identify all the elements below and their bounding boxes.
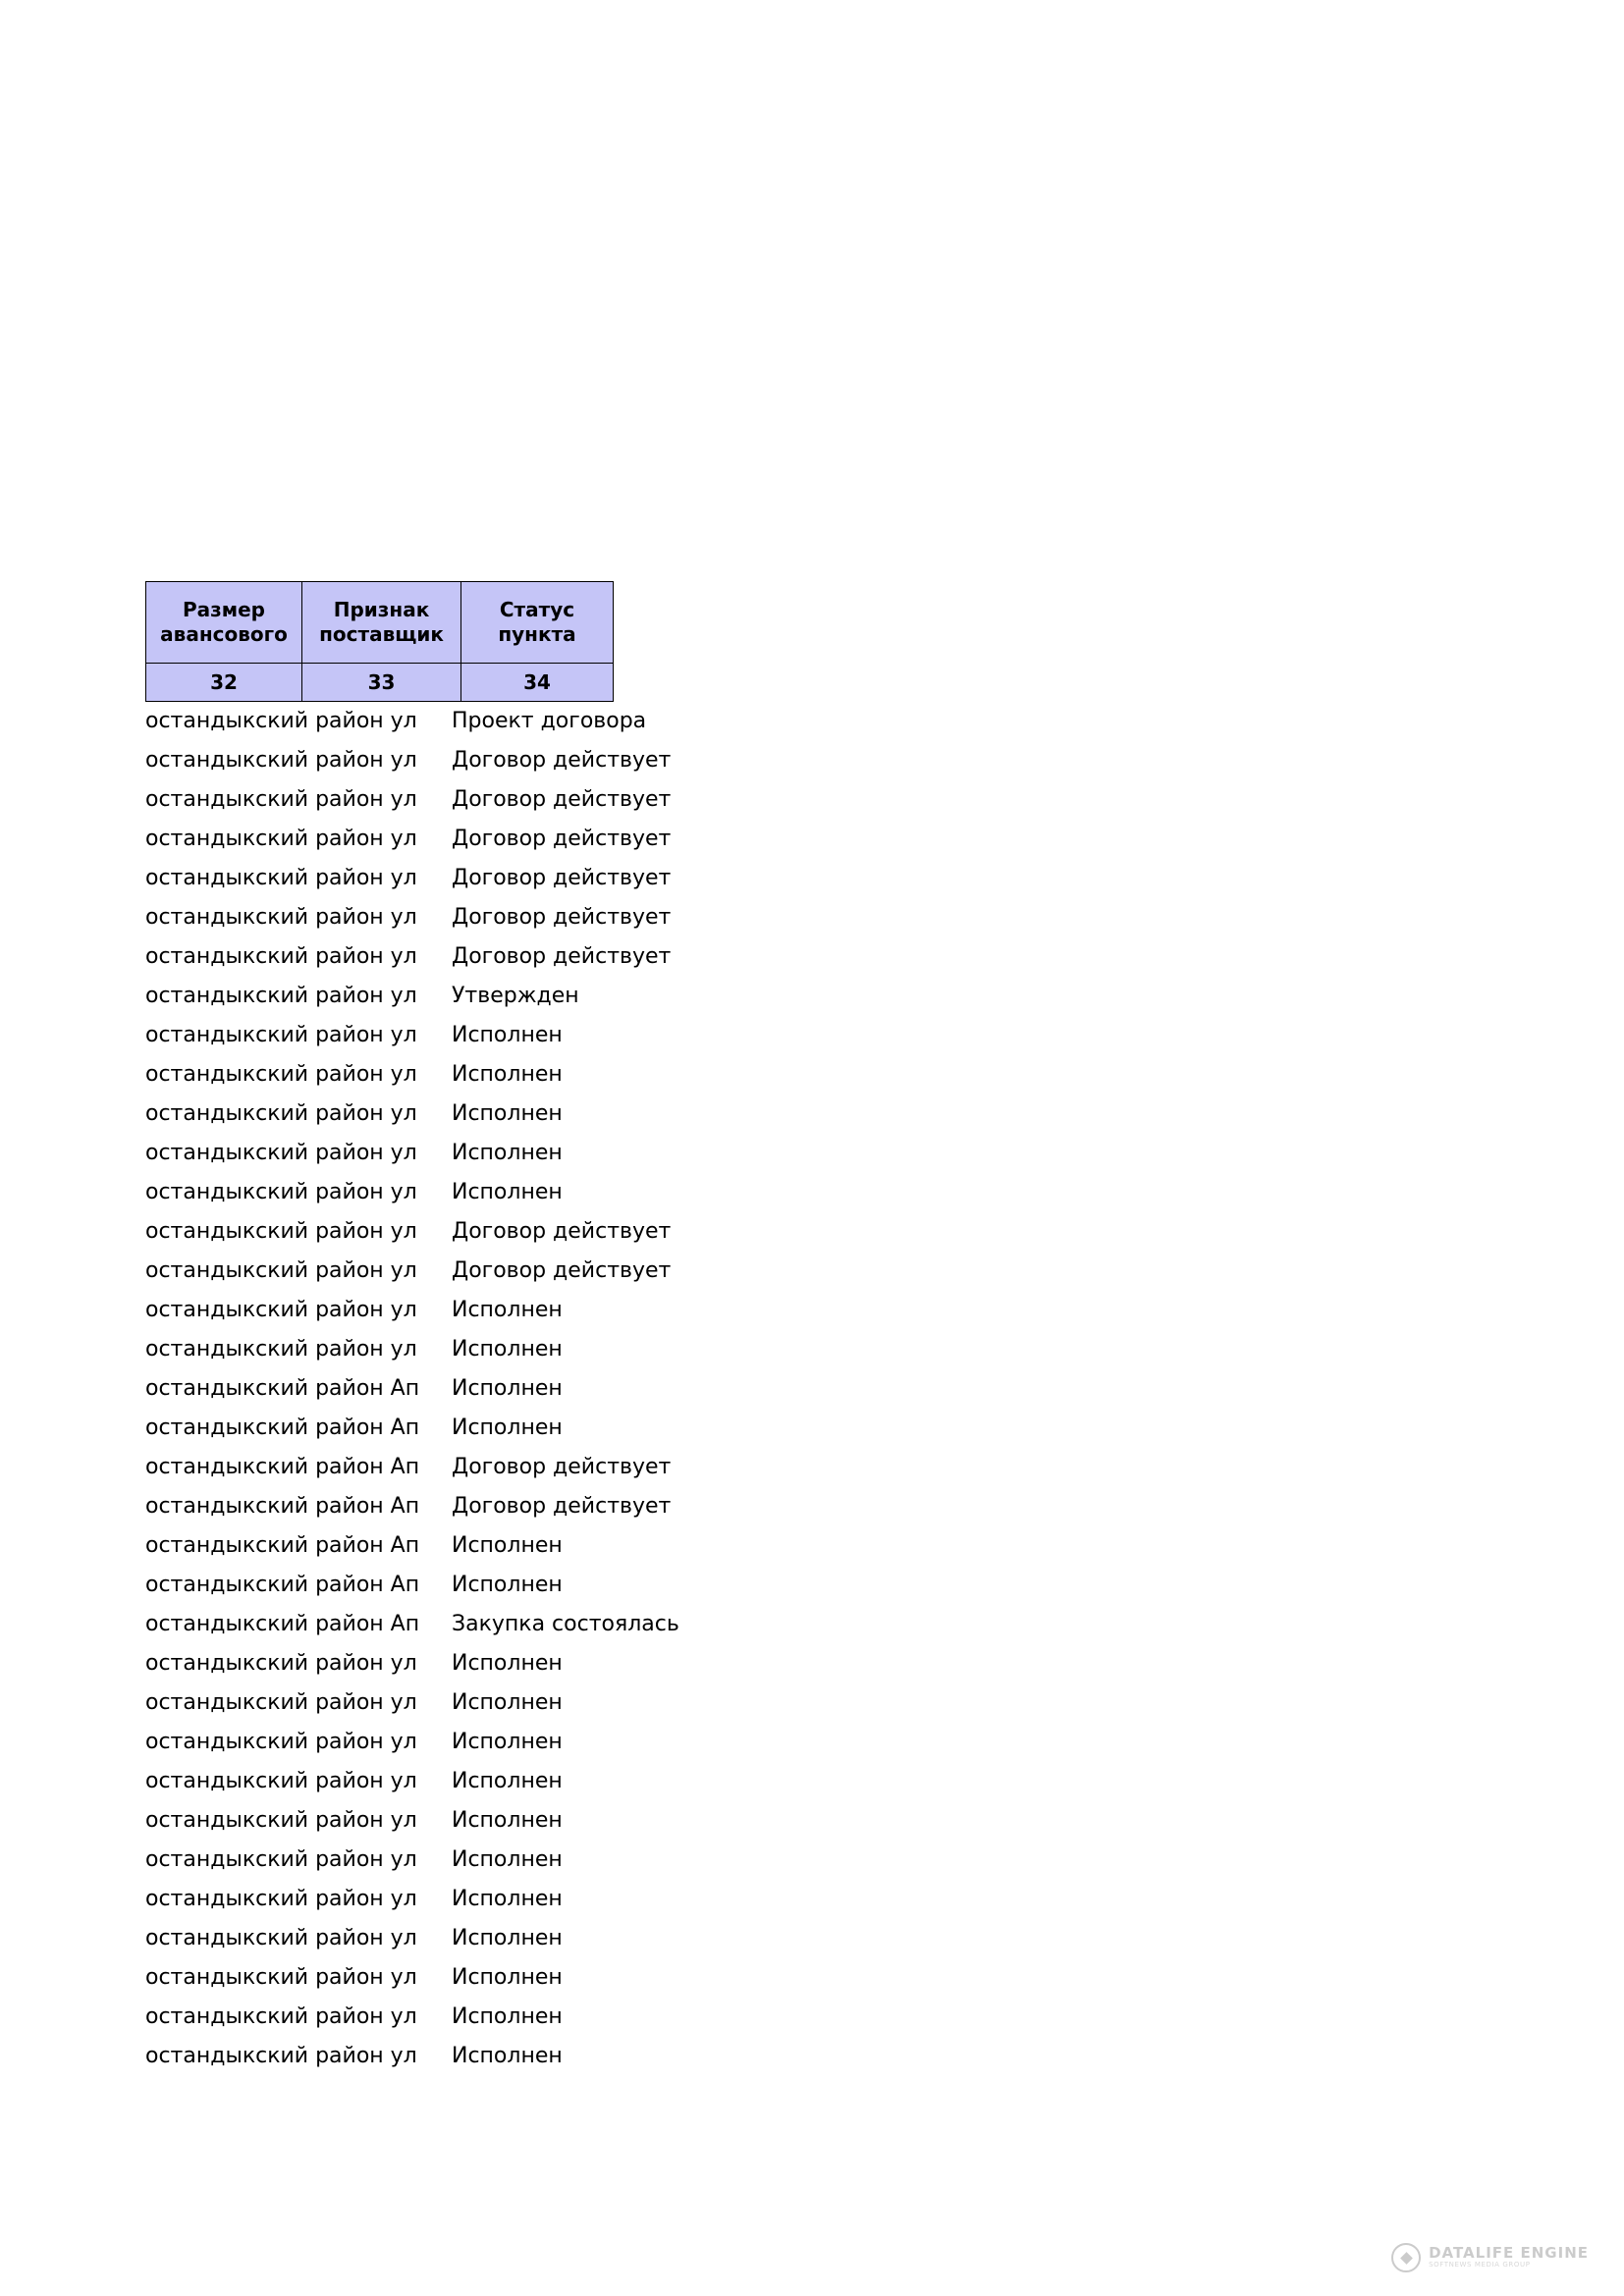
watermark-text	[1429, 2246, 1589, 2269]
table-row	[145, 1762, 1520, 1801]
status-cell: Исполнен	[452, 1808, 563, 1833]
status-cell: Договор действует	[452, 944, 672, 969]
supplier-cell: остандыкский район ул	[145, 1730, 417, 1754]
supplier-cell: остандыкский район ул	[145, 1887, 417, 1911]
status-cell: Исполнен	[452, 1573, 563, 1597]
table-row	[145, 1605, 1520, 1644]
supplier-cell: остандыкский район ул	[145, 787, 417, 812]
table-row	[145, 898, 1520, 937]
table-row	[145, 1369, 1520, 1409]
table-row	[145, 702, 1520, 741]
supplier-cell: остандыкский район ул	[145, 944, 417, 969]
supplier-cell: остандыкский район ул	[145, 2004, 417, 2029]
table-column-number-row	[146, 664, 614, 702]
table-row	[145, 1055, 1520, 1095]
status-cell: Утвержден	[452, 984, 579, 1008]
table-row	[145, 937, 1520, 977]
table-row	[145, 1526, 1520, 1566]
status-cell: Исполнен	[452, 1769, 563, 1793]
column-header-status-line1: Статус	[499, 598, 575, 621]
status-cell: Исполнен	[452, 1965, 563, 1990]
status-cell: Исполнен	[452, 1533, 563, 1558]
column-header-razmer-line2: авансового	[160, 622, 288, 646]
status-cell: Проект договора	[452, 709, 647, 733]
supplier-cell: остандыкский район ул	[145, 1690, 417, 1715]
table-row	[145, 1330, 1520, 1369]
status-cell: Договор действует	[452, 1219, 672, 1244]
status-cell: Договор действует	[452, 748, 672, 773]
supplier-cell: остандыкский район ул	[145, 1337, 417, 1362]
supplier-cell: остандыкский район Ап	[145, 1612, 420, 1636]
watermark	[1391, 2243, 1589, 2272]
table-row	[145, 1487, 1520, 1526]
table-row	[145, 1173, 1520, 1212]
supplier-cell: остандыкский район ул	[145, 1965, 417, 1990]
status-cell: Договор действует	[452, 1455, 672, 1479]
supplier-cell: остандыкский район ул	[145, 1101, 417, 1126]
table-row	[145, 1448, 1520, 1487]
column-header-status-line2: пункта	[498, 622, 576, 646]
table-body	[145, 702, 1520, 2076]
status-cell: Договор действует	[452, 905, 672, 930]
status-cell: Исполнен	[452, 1141, 563, 1165]
table-row	[145, 1958, 1520, 1998]
table-row	[145, 1919, 1520, 1958]
supplier-cell: остандыкский район ул	[145, 1808, 417, 1833]
status-cell: Исполнен	[452, 1887, 563, 1911]
table-row	[145, 1801, 1520, 1841]
column-header-razmer	[146, 582, 302, 664]
status-cell: Исполнен	[452, 2004, 563, 2029]
table-row	[145, 1252, 1520, 1291]
status-cell: Исполнен	[452, 1690, 563, 1715]
status-cell: Исполнен	[452, 1180, 563, 1204]
status-cell: Исполнен	[452, 1376, 563, 1401]
supplier-cell: остандыкский район ул	[145, 1062, 417, 1087]
status-cell: Исполнен	[452, 1651, 563, 1676]
supplier-cell: остандыкский район ул	[145, 1180, 417, 1204]
supplier-cell: остандыкский район ул	[145, 1769, 417, 1793]
table-row	[145, 1683, 1520, 1723]
column-number-33: 33	[302, 664, 461, 702]
status-cell: Договор действует	[452, 787, 672, 812]
supplier-cell: остандыкский район ул	[145, 1219, 417, 1244]
table-row	[145, 780, 1520, 820]
table-row	[145, 1016, 1520, 1055]
supplier-cell: остандыкский район ул	[145, 1847, 417, 1872]
supplier-cell: остандыкский район ул	[145, 1141, 417, 1165]
supplier-cell: остандыкский район Ап	[145, 1376, 420, 1401]
status-cell: Исполнен	[452, 1298, 563, 1322]
column-header-razmer-line1: Размер	[182, 598, 265, 621]
status-cell: Закупка состоялась	[452, 1612, 679, 1636]
supplier-cell: остандыкский район ул	[145, 709, 417, 733]
supplier-cell: остандыкский район Ап	[145, 1533, 420, 1558]
status-cell: Исполнен	[452, 1730, 563, 1754]
status-cell: Договор действует	[452, 866, 672, 890]
spreadsheet-area	[145, 581, 1520, 2076]
table-row	[145, 1095, 1520, 1134]
status-cell: Исполнен	[452, 1415, 563, 1440]
table-row	[145, 977, 1520, 1016]
supplier-cell: остандыкский район ул	[145, 748, 417, 773]
column-number-32: 32	[146, 664, 302, 702]
status-cell: Исполнен	[452, 2044, 563, 2068]
table-header-row	[146, 582, 614, 664]
status-cell: Исполнен	[452, 1926, 563, 1950]
supplier-cell: остандыкский район Ап	[145, 1415, 420, 1440]
table-row	[145, 1644, 1520, 1683]
supplier-cell: остандыкский район ул	[145, 1258, 417, 1283]
table-row	[145, 1291, 1520, 1330]
table-row	[145, 1566, 1520, 1605]
supplier-cell: остандыкский район ул	[145, 827, 417, 851]
table-row	[145, 1998, 1520, 2037]
table-row	[145, 1880, 1520, 1919]
table-row	[145, 2037, 1520, 2076]
column-number-34: 34	[461, 664, 614, 702]
table-row	[145, 1134, 1520, 1173]
datalife-logo-icon	[1391, 2243, 1421, 2272]
supplier-cell: остандыкский район ул	[145, 905, 417, 930]
supplier-cell: остандыкский район Ап	[145, 1494, 420, 1519]
status-cell: Договор действует	[452, 1494, 672, 1519]
column-header-priznak-line1: Признак	[333, 598, 430, 621]
supplier-cell: остандыкский район Ап	[145, 1455, 420, 1479]
status-cell: Исполнен	[452, 1062, 563, 1087]
table-header	[145, 581, 614, 702]
status-cell: Исполнен	[452, 1337, 563, 1362]
column-header-status	[461, 582, 614, 664]
status-cell: Договор действует	[452, 827, 672, 851]
supplier-cell: остандыкский район ул	[145, 1926, 417, 1950]
supplier-cell: остандыкский район ул	[145, 984, 417, 1008]
table-row	[145, 1212, 1520, 1252]
table-row	[145, 1723, 1520, 1762]
column-header-priznak	[302, 582, 461, 664]
supplier-cell: остандыкский район ул	[145, 1651, 417, 1676]
table-row	[145, 1841, 1520, 1880]
supplier-cell: остандыкский район ул	[145, 1298, 417, 1322]
watermark-title: DATALIFE ENGINE	[1429, 2244, 1589, 2263]
table-row	[145, 859, 1520, 898]
supplier-cell: остандыкский район Ап	[145, 1573, 420, 1597]
column-header-priznak-line2: поставщик	[319, 622, 444, 646]
status-cell: Исполнен	[452, 1023, 563, 1047]
table-row	[145, 741, 1520, 780]
supplier-cell: остандыкский район ул	[145, 866, 417, 890]
status-cell: Договор действует	[452, 1258, 672, 1283]
status-cell: Исполнен	[452, 1101, 563, 1126]
table-row	[145, 1409, 1520, 1448]
status-cell: Исполнен	[452, 1847, 563, 1872]
supplier-cell: остандыкский район ул	[145, 1023, 417, 1047]
watermark-subtitle: SOFTNEWS MEDIA GROUP	[1429, 2261, 1531, 2269]
supplier-cell: остандыкский район ул	[145, 2044, 417, 2068]
table-row	[145, 820, 1520, 859]
